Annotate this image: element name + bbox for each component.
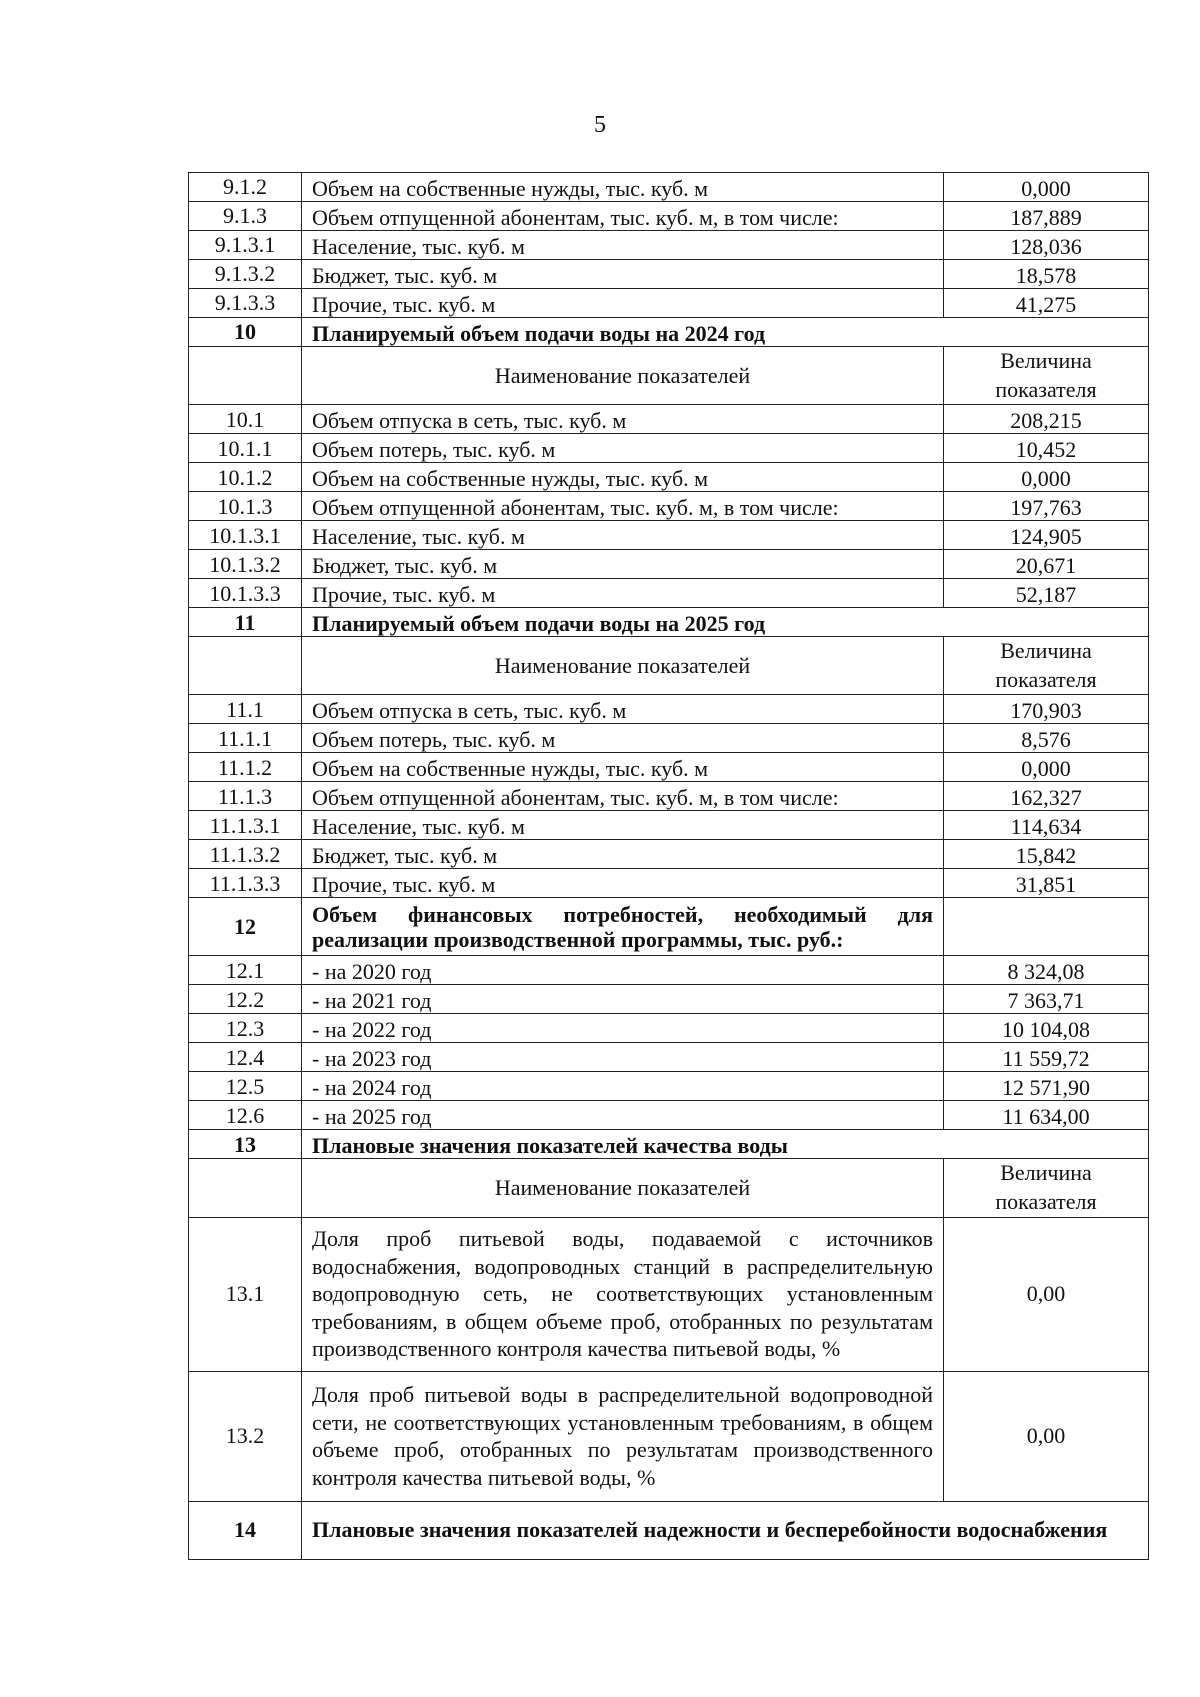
row-number: 10.1.2 (189, 463, 302, 492)
table-row (189, 956, 1149, 985)
row-number: 12.1 (189, 956, 302, 985)
row-number: 10.1.3.2 (189, 550, 302, 579)
indicator-name: Объем потерь, тыс. куб. м (302, 434, 944, 463)
indicator-value: 8,576 (944, 724, 1149, 753)
row-number: 12.3 (189, 1014, 302, 1043)
indicator-value: 15,842 (944, 840, 1149, 869)
indicator-name: Бюджет, тыс. куб. м (302, 260, 944, 289)
header-indicator-name: Наименование показателей (302, 347, 944, 405)
section-title: Планируемый объем подачи воды на 2024 год (302, 318, 1149, 347)
row-number: 9.1.3.1 (189, 231, 302, 260)
header-empty-cell (189, 347, 302, 405)
page-number: 5 (594, 112, 606, 138)
section-row (189, 1501, 1149, 1559)
indicator-value: 208,215 (944, 405, 1149, 434)
indicator-value: 7 363,71 (944, 985, 1149, 1014)
header-indicator-value: Величина показателя (944, 637, 1149, 695)
indicator-value: 31,851 (944, 869, 1149, 898)
indicator-name: Население, тыс. куб. м (302, 521, 944, 550)
table-row (189, 1217, 1149, 1371)
row-number: 9.1.2 (189, 173, 302, 202)
indicators-table-body (189, 173, 1149, 1560)
section-title: Планируемый объем подачи воды на 2025 год (302, 608, 1149, 637)
indicator-name: Объем отпуска в сеть, тыс. куб. м (302, 695, 944, 724)
indicator-name: Объем отпуска в сеть, тыс. куб. м (302, 405, 944, 434)
table-row (189, 579, 1149, 608)
table-row (189, 811, 1149, 840)
table-row (189, 1014, 1149, 1043)
indicator-name: Объем отпущенной абонентам, тыс. куб. м, в том числе: (302, 202, 944, 231)
indicator-name: - на 2025 год (302, 1101, 944, 1130)
table-row (189, 434, 1149, 463)
indicator-value: 170,903 (944, 695, 1149, 724)
header-indicator-name: Наименование показателей (302, 637, 944, 695)
row-number: 11.1.3 (189, 782, 302, 811)
indicator-name: - на 2021 год (302, 985, 944, 1014)
indicator-name: - на 2024 год (302, 1072, 944, 1101)
header-indicator-value: Величина показателя (944, 347, 1149, 405)
indicator-value: 20,671 (944, 550, 1149, 579)
row-number: 11.1 (189, 695, 302, 724)
indicator-value: 0,000 (944, 753, 1149, 782)
indicator-value: 114,634 (944, 811, 1149, 840)
table-row (189, 405, 1149, 434)
indicator-value: 0,00 (944, 1371, 1149, 1501)
indicator-value: 11 559,72 (944, 1043, 1149, 1072)
row-number: 9.1.3.3 (189, 289, 302, 318)
table-row (189, 724, 1149, 753)
indicator-name: Объем на собственные нужды, тыс. куб. м (302, 173, 944, 202)
indicator-value: 162,327 (944, 782, 1149, 811)
section-number: 10 (189, 318, 302, 347)
section-number: 13 (189, 1130, 302, 1159)
indicators-table (188, 172, 1149, 1560)
row-number: 13.2 (189, 1371, 302, 1501)
indicator-value (944, 898, 1149, 956)
section-number: 14 (189, 1501, 302, 1559)
table-row (189, 695, 1149, 724)
table-row (189, 260, 1149, 289)
header-indicator-value: Величина показателя (944, 1159, 1149, 1217)
indicator-value: 10 104,08 (944, 1014, 1149, 1043)
row-number: 11.1.3.3 (189, 869, 302, 898)
header-empty-cell (189, 1159, 302, 1217)
indicator-name: Прочие, тыс. куб. м (302, 579, 944, 608)
row-number: 11.1.2 (189, 753, 302, 782)
indicator-value: 18,578 (944, 260, 1149, 289)
indicator-name: Объем на собственные нужды, тыс. куб. м (302, 463, 944, 492)
row-number: 11.1.3.2 (189, 840, 302, 869)
table-row (189, 985, 1149, 1014)
indicator-value: 128,036 (944, 231, 1149, 260)
table-row (189, 231, 1149, 260)
table-row (189, 550, 1149, 579)
table-row (189, 782, 1149, 811)
row-number: 11.1.3.1 (189, 811, 302, 840)
indicator-value: 0,000 (944, 463, 1149, 492)
table-row (189, 289, 1149, 318)
column-header-row (189, 347, 1149, 405)
section-row (189, 1130, 1149, 1159)
indicator-name: Доля проб питьевой воды, подаваемой с источников водоснабжения, водопроводных станций в распределительную водопроводную сеть, не соответствующих установленным требованиям, в общем объеме проб, отобранных по результатам производственного контроля качества питьевой воды, % (302, 1217, 944, 1371)
indicator-value: 12 571,90 (944, 1072, 1149, 1101)
section-row (189, 898, 1149, 956)
row-number: 9.1.3 (189, 202, 302, 231)
indicator-value: 0,00 (944, 1217, 1149, 1371)
indicator-name: Население, тыс. куб. м (302, 231, 944, 260)
section-row (189, 318, 1149, 347)
indicator-value: 197,763 (944, 492, 1149, 521)
row-number: 10.1.3.3 (189, 579, 302, 608)
indicator-name: Объем потерь, тыс. куб. м (302, 724, 944, 753)
row-number: 12.4 (189, 1043, 302, 1072)
indicator-value: 0,000 (944, 173, 1149, 202)
header-empty-cell (189, 637, 302, 695)
indicator-name: - на 2022 год (302, 1014, 944, 1043)
section-number: 11 (189, 608, 302, 637)
table-row (189, 463, 1149, 492)
row-number: 10.1.3.1 (189, 521, 302, 550)
section-title: Объем финансовых потребностей, необходимый для реализации производственной программы, тыс. руб.: (302, 898, 944, 956)
table-row (189, 1072, 1149, 1101)
indicator-name: Прочие, тыс. куб. м (302, 869, 944, 898)
section-title: Плановые значения показателей качества воды (302, 1130, 1149, 1159)
table-row (189, 173, 1149, 202)
table-row (189, 840, 1149, 869)
indicator-name: Объем отпущенной абонентам, тыс. куб. м, в том числе: (302, 782, 944, 811)
section-title: Плановые значения показателей надежности и бесперебойности водоснабжения (302, 1501, 1149, 1559)
indicator-value: 187,889 (944, 202, 1149, 231)
row-number: 12.2 (189, 985, 302, 1014)
row-number: 13.1 (189, 1217, 302, 1371)
table-row (189, 521, 1149, 550)
table-row (189, 869, 1149, 898)
table-row (189, 1371, 1149, 1501)
table-row (189, 492, 1149, 521)
row-number: 10.1.3 (189, 492, 302, 521)
row-number: 12.5 (189, 1072, 302, 1101)
table-row (189, 1101, 1149, 1130)
indicator-value: 11 634,00 (944, 1101, 1149, 1130)
row-number: 10.1 (189, 405, 302, 434)
indicator-value: 8 324,08 (944, 956, 1149, 985)
section-row (189, 608, 1149, 637)
row-number: 9.1.3.2 (189, 260, 302, 289)
indicator-name: Бюджет, тыс. куб. м (302, 550, 944, 579)
indicator-name: Объем отпущенной абонентам, тыс. куб. м, в том числе: (302, 492, 944, 521)
indicator-value: 41,275 (944, 289, 1149, 318)
column-header-row (189, 1159, 1149, 1217)
row-number: 12.6 (189, 1101, 302, 1130)
indicator-name: Население, тыс. куб. м (302, 811, 944, 840)
table-row (189, 202, 1149, 231)
indicator-name: Бюджет, тыс. куб. м (302, 840, 944, 869)
column-header-row (189, 637, 1149, 695)
table-row (189, 1043, 1149, 1072)
header-indicator-name: Наименование показателей (302, 1159, 944, 1217)
indicator-value: 124,905 (944, 521, 1149, 550)
indicator-value: 10,452 (944, 434, 1149, 463)
indicator-name: Доля проб питьевой воды в распределительной водопроводной сети, не соответствующих установленным требованиям, в общем объеме проб, отобранных по результатам производственного контроля качества питьевой воды, % (302, 1371, 944, 1501)
indicator-name: - на 2020 год (302, 956, 944, 985)
indicator-name: - на 2023 год (302, 1043, 944, 1072)
row-number: 11.1.1 (189, 724, 302, 753)
table-row (189, 753, 1149, 782)
indicator-name: Объем на собственные нужды, тыс. куб. м (302, 753, 944, 782)
indicator-name: Прочие, тыс. куб. м (302, 289, 944, 318)
section-number: 12 (189, 898, 302, 956)
indicator-value: 52,187 (944, 579, 1149, 608)
row-number: 10.1.1 (189, 434, 302, 463)
